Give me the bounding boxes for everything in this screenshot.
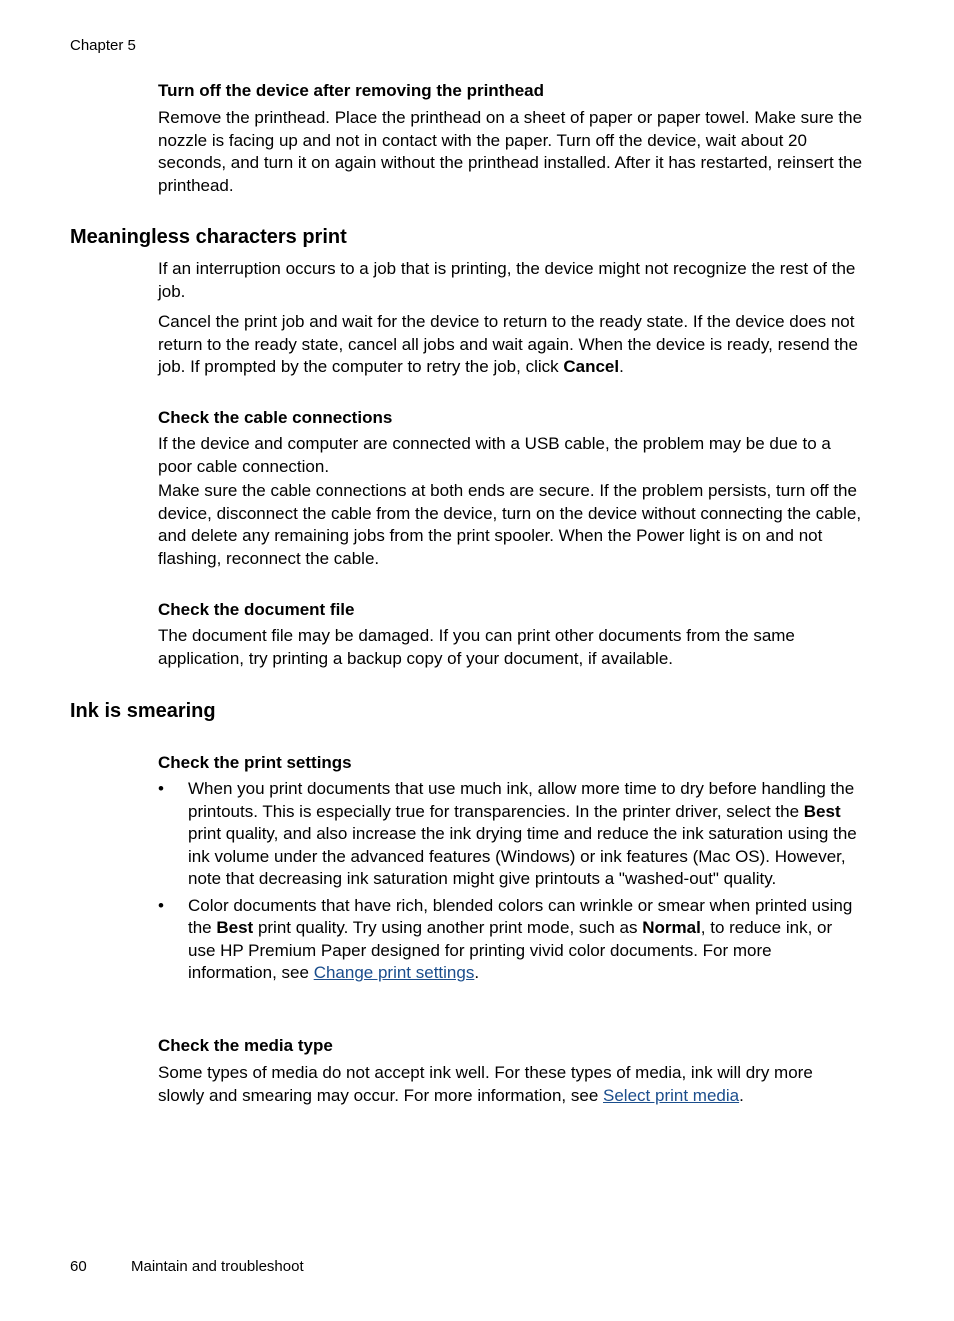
paragraph-usb-cable: If the device and computer are connected with a USB cable, the problem may be due to a poor cable connection. <box>158 434 831 476</box>
footer-title: Maintain and troubleshoot <box>131 1258 304 1275</box>
heading-document-file: Check the document file <box>158 600 355 619</box>
heading-print-settings: Check the print settings <box>158 753 352 772</box>
paragraph-media-ink: Some types of media do not accept ink well. For these types of media, ink will dry more slowly and smearing may occur. For more information, see Select print media. <box>158 1063 813 1105</box>
page-number: 60 <box>70 1258 87 1275</box>
heading-turn-off-device: Turn off the device after removing the printhead <box>158 81 545 100</box>
bullet-icon: • <box>158 779 164 798</box>
paragraph-cable-secure: Make sure the cable connections at both ends are secure. If the problem persists, turn off the device, disconnect the cable from the device, turn on the device without connecting the cable, and delete any remaining jobs from the print spooler. When the Power light is on and not flashing, reconnect the cable. <box>158 481 862 568</box>
paragraph-interruption: If an interruption occurs to a job that is printing, the device might not recognize the rest of the job. <box>158 259 856 301</box>
paragraph-cancel-job: Cancel the print job and wait for the device to return to the ready state. If the device does not return to the ready state, cancel all jobs and wait again. When the device is ready, resend the job. If prompted by the computer to retry the job, click Cancel. <box>158 312 858 376</box>
section-title-ink-smearing: Ink is smearing <box>70 700 216 722</box>
bold-cancel: Cancel <box>563 357 620 376</box>
bold-best: Best <box>803 801 841 821</box>
link-change-print-settings[interactable]: Change print settings <box>313 963 475 982</box>
bold-normal: Normal <box>642 918 701 937</box>
bold-best: Best <box>216 918 254 937</box>
paragraph-remove-printhead: Remove the printhead. Place the printhead on a sheet of paper or paper towel. Make sure the nozzle is facing up and not in contact with the paper. Turn off the device, wait about 20 seconds, and turn it on again without the printhead installed. After it has restarted, reinsert the printhead. <box>158 108 863 195</box>
section-title-meaningless-characters: Meaningless characters print <box>70 226 347 248</box>
list-item: • Color documents that have rich, blended colors can wrinkle or smear when printed using the Best print quality. Try using another print mode, such as Normal, to reduce ink, or use HP Premium Paper designed for printing vivid color documents. For more information, see Change print settings. <box>158 895 853 982</box>
bullet-icon: • <box>158 895 164 915</box>
paragraph-document-damaged: The document file may be damaged. If you can print other documents from the same application, try printing a backup copy of your document, if available. <box>158 626 795 668</box>
chapter-label: Chapter 5 <box>70 37 136 54</box>
bullet-list-print-settings <box>158 778 863 989</box>
list-item: • When you print documents that use much ink, allow more time to dry before handling the printouts. This is especially true for transparencies. In the printer driver, select the Best print quality, and also increase the ink drying time and reduce the ink saturation using the ink volume under the advanced features (Windows) or ink features (Mac OS). However, note that decreasing ink saturation might give printouts a "washed-out" quality. <box>158 779 857 888</box>
link-select-print-media[interactable]: Select print media <box>603 1085 740 1105</box>
heading-media-type: Check the media type <box>158 1036 333 1055</box>
heading-cable-connections: Check the cable connections <box>158 408 393 427</box>
